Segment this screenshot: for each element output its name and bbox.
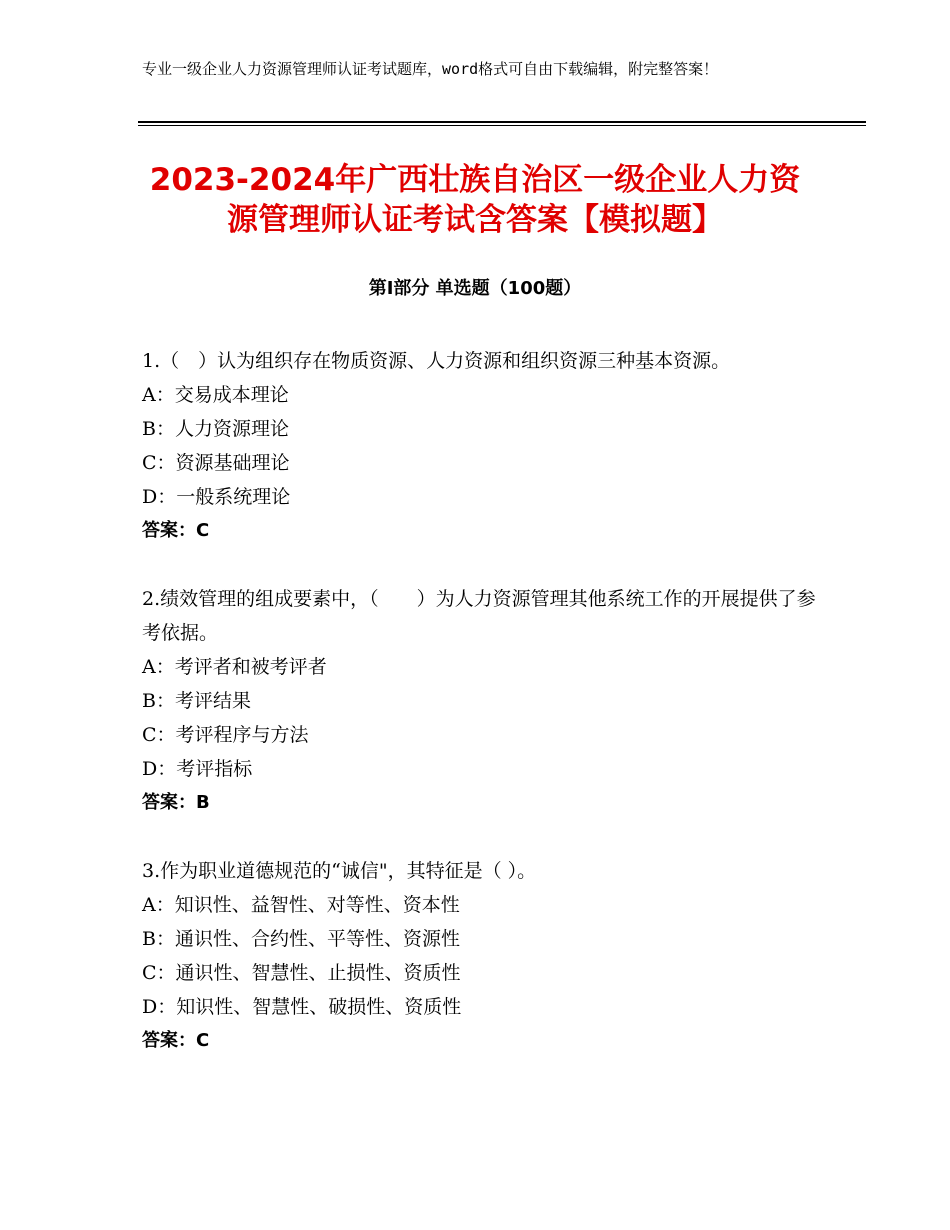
answer: 答案：C	[142, 1030, 210, 1051]
question-stem: 1.（ ）认为组织存在物质资源、人力资源和组织资源三种基本资源。	[142, 350, 731, 372]
question-list	[142, 344, 822, 1092]
option-b: B：人力资源理论	[142, 418, 289, 440]
answer: 答案：C	[142, 520, 210, 541]
question-1	[142, 344, 822, 548]
document-title: 2023-2024年广西壮族自治区一级企业人力资源管理师认证考试含答案【模拟题】	[149, 162, 801, 238]
section-title: 第Ⅰ部分 单选题（100题）	[368, 278, 582, 299]
option-b: B：通识性、合约性、平等性、资源性	[142, 928, 460, 950]
option-a: A：考评者和被考评者	[142, 656, 327, 678]
answer: 答案：B	[142, 792, 210, 813]
option-c: C：通识性、智慧性、止损性、资质性	[142, 962, 461, 984]
option-a: A：交易成本理论	[142, 384, 289, 406]
option-d: D：一般系统理论	[142, 486, 291, 508]
question-stem: 3.作为职业道德规范的“诚信"，其特征是（ ）。	[142, 860, 537, 882]
question-2	[142, 582, 822, 820]
option-b: B：考评结果	[142, 690, 251, 712]
header-note: 专业一级企业人力资源管理师认证考试题库，word格式可自由下载编辑，附完整答案！	[142, 60, 719, 78]
header-rule-thin	[138, 125, 866, 126]
option-a: A：知识性、益智性、对等性、资本性	[142, 894, 460, 916]
question-stem: 2.绩效管理的组成要素中，（ ）为人力资源管理其他系统工作的开展提供了参考依据。	[142, 588, 816, 644]
option-d: D：考评指标	[142, 758, 253, 780]
question-3	[142, 854, 822, 1058]
option-c: C：资源基础理论	[142, 452, 290, 474]
option-c: C：考评程序与方法	[142, 724, 309, 746]
header-rule-thick	[138, 121, 866, 123]
option-d: D：知识性、智慧性、破损性、资质性	[142, 996, 462, 1018]
